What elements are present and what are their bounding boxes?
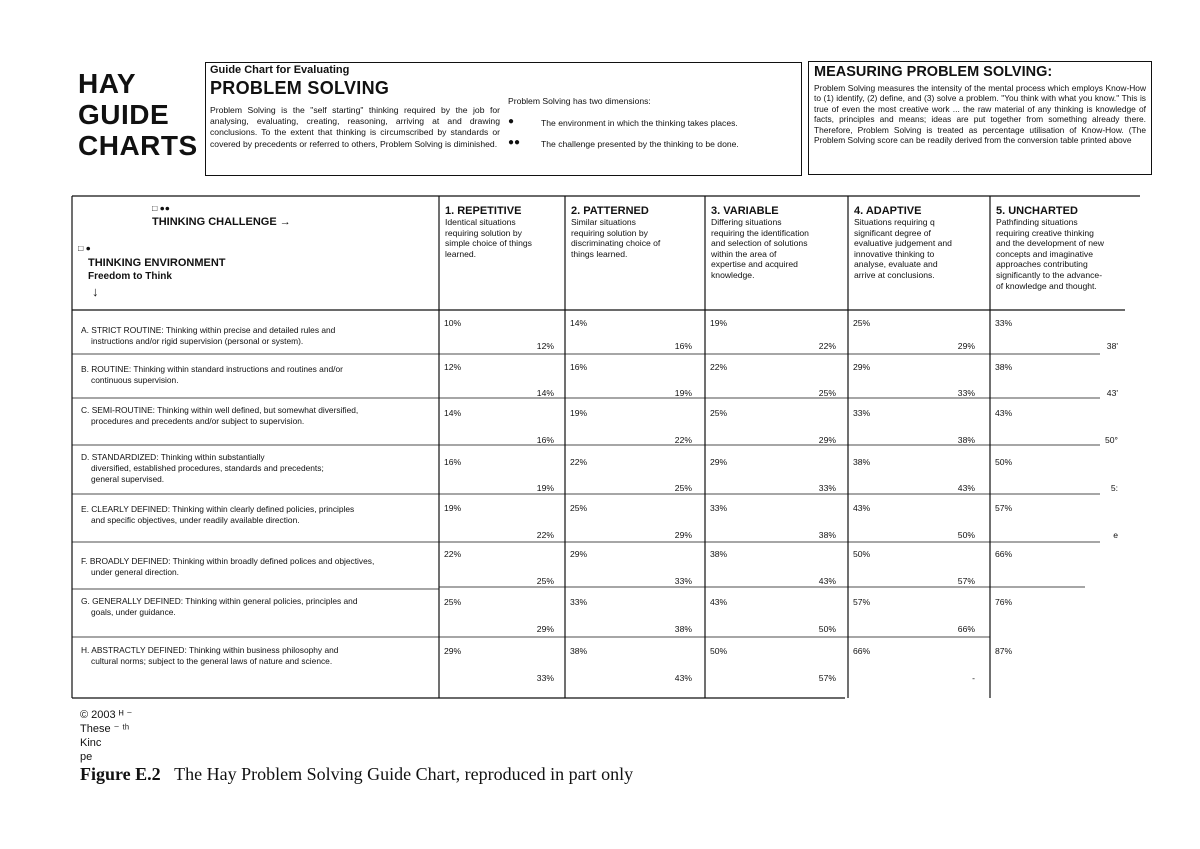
percentage-low: 22% xyxy=(570,457,588,467)
percentage-high: 25% xyxy=(818,388,836,398)
column-header-patterned xyxy=(571,205,703,259)
row-label-line: and specific objectives, under readily available direction. xyxy=(91,515,300,525)
copyright-line: Kinc xyxy=(80,737,102,749)
column-desc-line: Pathfinding situations xyxy=(996,217,1078,227)
guide-description: Problem Solving is the "self starting" thinking required by the job for analysing, evaluating, creating, reasoning, arriving at and drawing conclusions. To the extent that thinking is circumscribed by standards or covered by precedents or referred to others, Problem Solving is diminished. xyxy=(210,105,500,149)
column-desc-line: within the area of xyxy=(711,248,777,259)
percentage-low: 50% xyxy=(853,549,871,559)
row-label-line: B. ROUTINE: Thinking within standard instructions and routines and/or xyxy=(81,364,343,374)
percentage-high: 57% xyxy=(818,673,836,683)
percentage-low: 43% xyxy=(710,597,728,607)
copyright-notice xyxy=(80,708,132,764)
percentage-low: 38% xyxy=(995,362,1013,372)
row-label-standardized xyxy=(81,452,324,485)
percentage-low: 29% xyxy=(444,646,462,656)
column-desc-line: innovative thinking to xyxy=(854,248,935,259)
percentage-high: e xyxy=(1113,530,1118,540)
row-label-line: cultural norms; subject to the general laws of nature and science. xyxy=(91,656,333,666)
percentage-high: 29% xyxy=(818,435,836,445)
column-header-uncharted xyxy=(996,205,1136,291)
percentage-high: 43% xyxy=(818,576,836,586)
percentage-low: 57% xyxy=(995,503,1013,513)
column-desc-line: knowledge. xyxy=(711,269,755,280)
percentage-high: 19% xyxy=(536,483,554,493)
percentage-low: 38% xyxy=(570,646,588,656)
percentage-low: 57% xyxy=(853,597,871,607)
column-desc-line: requiring solution by xyxy=(445,227,522,238)
row-label-line: E. CLEARLY DEFINED: Thinking within clearly defined policies, principles xyxy=(81,504,355,514)
percentage-high: 25% xyxy=(674,483,692,493)
percentage-low: 43% xyxy=(853,503,871,513)
percentage-low: 12% xyxy=(444,362,462,372)
percentage-low: 33% xyxy=(995,318,1013,328)
column-title: 3. VARIABLE xyxy=(711,205,779,217)
row-label-line: under general direction. xyxy=(91,567,179,577)
percentage-high: 25% xyxy=(536,576,554,586)
percentage-low: 33% xyxy=(853,408,871,418)
percentage-high: 57% xyxy=(957,576,975,586)
freedom-to-think-label: Freedom to Think xyxy=(88,271,172,282)
row-label-line: C. SEMI-ROUTINE: Thinking within well defined, but somewhat diversified, xyxy=(81,405,359,415)
row-label-line: D. STANDARDIZED: Thinking within substantially xyxy=(81,452,265,462)
percentage-high: 43% xyxy=(957,483,975,493)
percentage-high: 29% xyxy=(536,624,554,634)
percentage-high: 16% xyxy=(536,435,554,445)
percentage-low: 38% xyxy=(853,457,871,467)
challenge-marker: □ ●● xyxy=(152,203,170,213)
percentage-low: 19% xyxy=(444,503,462,513)
percentage-low: 29% xyxy=(710,457,728,467)
row-label-line: continuous supervision. xyxy=(91,375,179,385)
percentage-low: 38% xyxy=(710,549,728,559)
percentage-low: 33% xyxy=(570,597,588,607)
column-desc-line: discriminating choice of xyxy=(571,238,661,249)
percentage-low: 25% xyxy=(710,408,728,418)
percentage-high: 33% xyxy=(818,483,836,493)
column-desc-line: analyse, evaluate and xyxy=(854,259,938,270)
row-label-line: A. STRICT ROUTINE: Thinking within precise and detailed rules and xyxy=(81,325,336,335)
percentage-high: 43' xyxy=(1106,388,1118,398)
column-header-adaptive xyxy=(854,205,988,281)
percentage-low: 25% xyxy=(444,597,462,607)
row-label-line: instructions and/or rigid supervision (personal or system). xyxy=(91,336,304,346)
column-desc-line: Similar situations xyxy=(571,217,636,227)
percentage-high: 33% xyxy=(674,576,692,586)
percentage-high: 66% xyxy=(957,624,975,634)
copyright-line: © 2003 ᴴ ⁻ xyxy=(80,709,133,721)
percentage-low: 19% xyxy=(570,408,588,418)
thinking-challenge-label: THINKING CHALLENGE → xyxy=(152,216,291,228)
column-title: 4. ADAPTIVE xyxy=(854,205,922,217)
percentage-high: 5: xyxy=(1110,483,1118,493)
percentage-high: 38% xyxy=(957,435,975,445)
measuring-text: Problem Solving measures the intensity of the mental process which employs Know-How to (1) identify, (2) define, and (3) solve a problem. "You think with what you know." This is true of even the most creative work ... the raw material of any thinking is knowledge of facts, principles and means; ideas are put together from something already there. Therefore, Problem Solving is treated as percentage utilisation of Know-How. (The Problem Solving score can be readily derived from the conversion table printed above xyxy=(814,83,1146,146)
guide-subtitle: Guide Chart for Evaluating xyxy=(210,64,350,76)
percentage-high: 50° xyxy=(1105,435,1118,445)
percentage-low: 14% xyxy=(444,408,462,418)
row-label-line: diversified, established procedures, standards and precedents; xyxy=(91,463,324,473)
percentage-low: 29% xyxy=(853,362,871,372)
dimensions-intro: Problem Solving has two dimensions: xyxy=(508,96,651,106)
percentage-high: 22% xyxy=(818,341,836,351)
percentage-low: 87% xyxy=(995,646,1013,656)
column-desc-line: requiring solution by xyxy=(571,227,648,238)
copyright-line: These ⁻ ᵗʰ xyxy=(80,723,130,735)
row-label-semi-routine xyxy=(81,405,358,427)
figure-caption-text: The Hay Problem Solving Guide Chart, reproduced in part only xyxy=(174,764,634,784)
brand-line: HAY xyxy=(78,68,137,99)
column-title: 5. UNCHARTED xyxy=(996,205,1078,217)
copyright-line: pe xyxy=(80,751,93,763)
percentage-high: 38% xyxy=(674,624,692,634)
column-desc-line: and selection of solutions xyxy=(711,238,808,249)
column-desc-line: things learned. xyxy=(571,248,628,259)
column-desc-line: evaluative judgement and xyxy=(854,238,952,249)
percentage-high: 50% xyxy=(957,530,975,540)
column-desc-line: requiring creative thinking xyxy=(996,227,1094,238)
percentage-low: 22% xyxy=(444,549,462,559)
single-dot-icon: ● xyxy=(508,116,515,127)
environment-marker: □ ● xyxy=(78,243,91,253)
percentage-low: 76% xyxy=(995,597,1013,607)
percentage-high: 29% xyxy=(674,530,692,540)
column-header-repetitive xyxy=(445,205,563,259)
percentage-low: 22% xyxy=(710,362,728,372)
percentage-high: 33% xyxy=(536,673,554,683)
row-label-clearly-defined xyxy=(81,504,354,526)
percentage-high: 22% xyxy=(536,530,554,540)
percentage-low: 33% xyxy=(710,503,728,513)
row-label-routine xyxy=(81,364,343,386)
percentage-low: 19% xyxy=(710,318,728,328)
percentage-low: 25% xyxy=(853,318,871,328)
percentage-high: 38' xyxy=(1106,341,1118,351)
percentage-low: 66% xyxy=(853,646,871,656)
row-label-line: H. ABSTRACTLY DEFINED: Thinking within business philosophy and xyxy=(81,645,339,655)
row-label-line: general supervised. xyxy=(91,474,165,484)
column-desc-line: arrive at conclusions. xyxy=(854,269,935,280)
down-arrow-icon: ↓ xyxy=(92,284,99,299)
column-desc-line: Situations requiring q xyxy=(854,217,935,227)
figure-caption xyxy=(80,764,633,785)
row-label-strict-routine xyxy=(81,325,335,347)
guide-heading: PROBLEM SOLVING xyxy=(210,78,390,98)
column-desc-line: of knowledge and thought. xyxy=(996,280,1097,291)
column-desc-line: significant degree of xyxy=(854,227,931,238)
column-desc-line: Differing situations xyxy=(711,217,782,227)
column-desc-line: and the development of new xyxy=(996,238,1104,249)
percentage-high: 43% xyxy=(674,673,692,683)
row-label-abstractly-defined xyxy=(81,645,338,667)
dimension-text: The environment in which the thinking takes places. xyxy=(541,118,738,128)
percentage-high: 29% xyxy=(957,341,975,351)
percentage-low: 14% xyxy=(570,318,588,328)
percentage-high: 38% xyxy=(818,530,836,540)
column-title: 1. REPETITIVE xyxy=(445,205,522,217)
row-label-line: F. BROADLY DEFINED: Thinking within broadly defined polices and objectives, xyxy=(81,556,375,566)
percentage-low: 50% xyxy=(995,457,1013,467)
row-label-line: G. GENERALLY DEFINED: Thinking within general policies, principles and xyxy=(81,596,358,606)
percentage-low: 66% xyxy=(995,549,1013,559)
percentage-high: 22% xyxy=(674,435,692,445)
percentage-low: 25% xyxy=(570,503,588,513)
column-desc-line: concepts and imaginative xyxy=(996,248,1093,259)
percentage-low: 50% xyxy=(710,646,728,656)
column-header-variable xyxy=(711,205,846,281)
column-desc-line: Identical situations xyxy=(445,217,516,227)
column-desc-line: significantly to the advance- xyxy=(996,269,1103,280)
column-desc-line: expertise and acquired xyxy=(711,259,798,270)
percentage-low: 16% xyxy=(444,457,462,467)
thinking-environment-label: THINKING ENVIRONMENT xyxy=(88,257,226,269)
percentage-high: 12% xyxy=(536,341,554,351)
figure-label: Figure E.2 xyxy=(80,764,161,784)
percentage-low: 16% xyxy=(570,362,588,372)
percentage-high: 19% xyxy=(674,388,692,398)
row-label-broadly-defined xyxy=(81,556,374,578)
dimension-text: The challenge presented by the thinking to be done. xyxy=(541,139,739,149)
row-label-generally-defined xyxy=(81,596,358,618)
column-desc-line: learned. xyxy=(445,248,477,259)
column-desc-line: simple choice of things xyxy=(445,238,532,249)
percentage-low: 29% xyxy=(570,549,588,559)
percentage-high: 50% xyxy=(818,624,836,634)
double-dot-icon: ●● xyxy=(508,137,521,148)
percentage-high: - xyxy=(972,673,975,683)
column-desc-line: approaches contributing xyxy=(996,259,1088,270)
measuring-heading: MEASURING PROBLEM SOLVING: xyxy=(814,64,1053,80)
percentage-low: 10% xyxy=(444,318,462,328)
percentage-high: 33% xyxy=(957,388,975,398)
row-label-line: procedures and precedents and/or subject to supervision. xyxy=(91,416,305,426)
row-label-line: goals, under guidance. xyxy=(91,607,176,617)
percentage-high: 14% xyxy=(536,388,554,398)
column-title: 2. PATTERNED xyxy=(571,205,649,217)
percentage-low: 43% xyxy=(995,408,1013,418)
percentage-high: 16% xyxy=(674,341,692,351)
brand-line: CHARTS xyxy=(78,130,198,161)
column-desc-line: requiring the identification xyxy=(711,227,809,238)
brand-line: GUIDE xyxy=(78,99,170,130)
